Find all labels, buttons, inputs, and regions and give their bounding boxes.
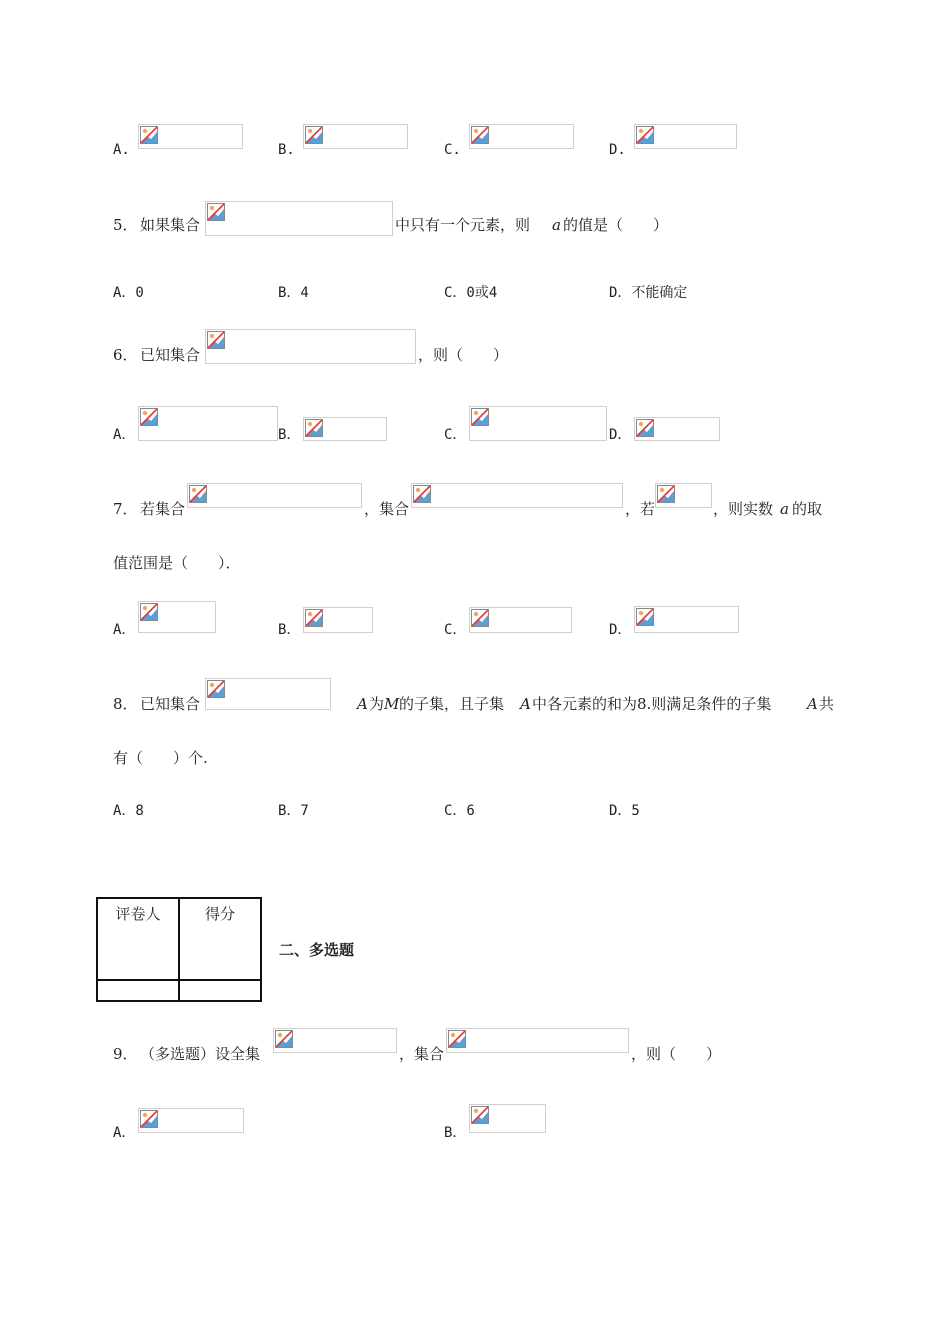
q5-option-c: C．0或4 — [444, 285, 498, 301]
section-title: 二、多选题 — [279, 941, 355, 959]
q8-number: 8． — [113, 695, 138, 713]
q8-formula-image — [205, 678, 331, 710]
q9-formula-image-2 — [446, 1028, 629, 1053]
broken-image-icon — [305, 126, 323, 144]
q4-option-b-image — [303, 124, 408, 149]
broken-image-icon — [275, 1030, 293, 1048]
q7-formula-image-2 — [411, 483, 623, 508]
q8-var-a1: A — [357, 695, 368, 713]
broken-image-icon — [636, 126, 654, 144]
broken-image-icon — [657, 485, 675, 503]
q5-var-a: a — [552, 216, 561, 234]
q7-number: 7． — [113, 500, 138, 518]
q5-text-c: 的值是（ ） — [563, 216, 669, 234]
q8-var-m: M — [384, 695, 400, 713]
q6-option-d-image — [634, 417, 720, 441]
q5-number: 5． — [113, 216, 138, 234]
q4-option-d-image — [634, 124, 737, 149]
q8-var-a2: A — [520, 695, 531, 713]
broken-image-icon — [305, 419, 323, 437]
q9-option-b-label: B． — [444, 1125, 467, 1141]
broken-image-icon — [471, 609, 489, 627]
q7-text-d: ，则实数 — [713, 500, 774, 518]
q8-option-b: B．7 — [278, 803, 309, 819]
q7-text-b: ，集合 — [364, 500, 410, 518]
q7-option-c-image — [469, 607, 572, 633]
broken-image-icon — [636, 419, 654, 437]
q9-text-c: ，则（ ） — [631, 1045, 722, 1063]
q7-text-a: 若集合 — [140, 500, 186, 518]
q5-text-b: 中只有一个元素，则 — [395, 216, 531, 234]
score-header: 得分 — [179, 898, 261, 980]
q6-text-b: ，则（ ） — [418, 346, 509, 364]
q8-text-b: 为 — [369, 695, 385, 713]
q6-option-c-label: C． — [444, 427, 467, 443]
broken-image-icon — [140, 126, 158, 144]
q6-option-a-label: A． — [113, 427, 136, 443]
broken-image-icon — [471, 126, 489, 144]
q6-option-b-image — [303, 417, 387, 441]
q7-text-e: 的取 — [792, 500, 823, 518]
broken-image-icon — [140, 408, 158, 426]
q6-option-c-image — [469, 406, 607, 441]
broken-image-icon — [207, 680, 225, 698]
reviewer-cell — [97, 980, 179, 1001]
broken-image-icon — [207, 331, 225, 349]
score-cell — [179, 980, 261, 1001]
q7-formula-image-1 — [187, 483, 362, 508]
q4-option-a-label: A. — [113, 142, 130, 158]
q9-text-a: （多选题）设全集 — [140, 1045, 261, 1063]
broken-image-icon — [305, 609, 323, 627]
q6-option-d-label: D． — [609, 427, 632, 443]
q7-line2: 值范围是（ ）． — [113, 554, 241, 572]
q9-number: 9． — [113, 1045, 138, 1063]
q6-number: 6． — [113, 346, 138, 364]
q8-option-a: A．8 — [113, 803, 144, 819]
broken-image-icon — [189, 485, 207, 503]
q9-option-a-image — [138, 1108, 244, 1133]
q9-option-a-label: A． — [113, 1125, 136, 1141]
q7-var-a: a — [780, 500, 789, 518]
q7-option-d-label: D． — [609, 622, 632, 638]
q6-option-a-image — [138, 406, 278, 441]
q7-option-b-label: B． — [278, 622, 301, 638]
broken-image-icon — [471, 408, 489, 426]
q6-formula-image — [205, 329, 416, 364]
q6-text-a: 已知集合 — [140, 346, 201, 364]
q5-text-a: 如果集合 — [140, 216, 201, 234]
broken-image-icon — [140, 1110, 158, 1128]
q9-option-b-image — [469, 1104, 546, 1133]
q9-text-b: ，集合 — [399, 1045, 445, 1063]
q4-option-b-label: B. — [278, 142, 295, 158]
q8-var-a3: A — [807, 695, 818, 713]
q5-option-a: A．0 — [113, 285, 144, 301]
q9-formula-image-1 — [273, 1028, 397, 1053]
q7-option-a-image — [138, 601, 216, 633]
broken-image-icon — [207, 203, 225, 221]
q4-option-c-image — [469, 124, 574, 149]
q4-option-c-label: C. — [444, 142, 461, 158]
q8-text-d: 中各元素的和为8.则满足条件的子集 — [532, 695, 772, 713]
q5-option-d: D．不能确定 — [609, 285, 688, 301]
q8-text-c: 的子集，且子集 — [399, 695, 505, 713]
broken-image-icon — [140, 603, 158, 621]
q5-option-b: B．4 — [278, 285, 309, 301]
broken-image-icon — [471, 1106, 489, 1124]
q7-option-c-label: C． — [444, 622, 467, 638]
q8-line2: 有（ ）个. — [113, 749, 208, 767]
q5-formula-image — [205, 201, 393, 236]
q8-text-e: 共 — [819, 695, 835, 713]
q8-option-c: C．6 — [444, 803, 475, 819]
q4-option-d-label: D. — [609, 142, 626, 158]
broken-image-icon — [448, 1030, 466, 1048]
broken-image-icon — [636, 608, 654, 626]
grader-table — [96, 897, 262, 1002]
q7-option-d-image — [634, 606, 739, 633]
q7-text-c: ，若 — [625, 500, 656, 518]
reviewer-header: 评卷人 — [97, 898, 179, 980]
q8-option-d: D．5 — [609, 803, 640, 819]
q7-formula-image-3 — [655, 483, 712, 508]
q8-text-a: 已知集合 — [140, 695, 201, 713]
broken-image-icon — [413, 485, 431, 503]
q6-option-b-label: B． — [278, 427, 301, 443]
q7-option-a-label: A． — [113, 622, 136, 638]
q4-option-a-image — [138, 124, 243, 149]
q7-option-b-image — [303, 607, 373, 633]
